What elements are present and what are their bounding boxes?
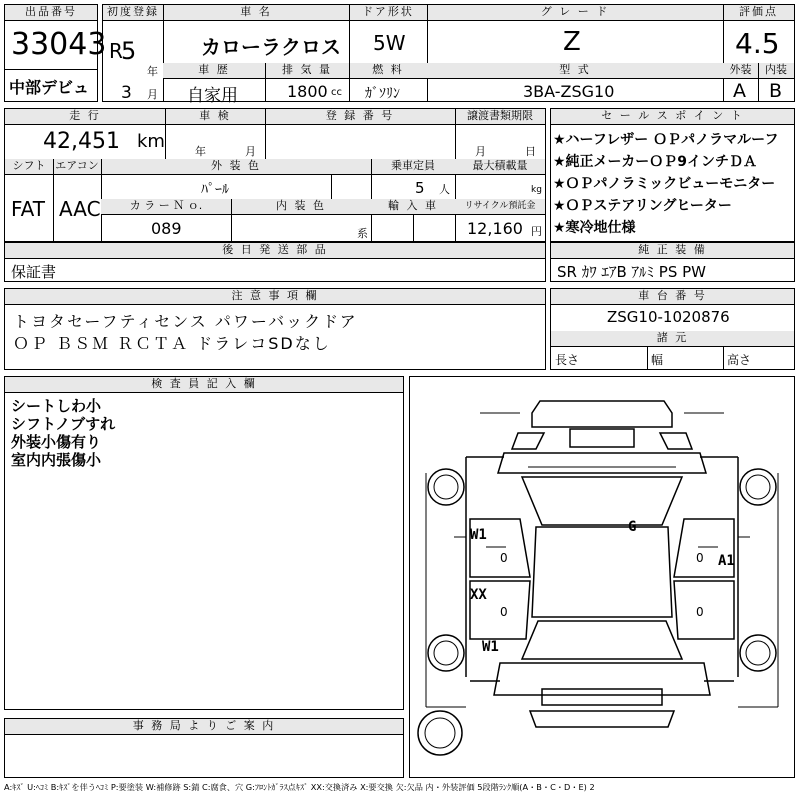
yen-unit: 円 bbox=[531, 225, 542, 238]
equipment-header: 純 正 装 備 bbox=[551, 243, 794, 259]
era: R bbox=[109, 39, 123, 63]
sales-point: ★ＯＰパノラミックビューモニター bbox=[553, 176, 776, 192]
km-unit: km bbox=[137, 131, 165, 152]
inspection-header: 車 検 bbox=[165, 109, 265, 125]
door-type: 5W bbox=[373, 31, 406, 55]
later-parts bbox=[4, 242, 546, 282]
spec-table bbox=[4, 108, 546, 242]
equipment-value: SR ｶﾜ ｴｱB ｱﾙﾐ PS PW bbox=[557, 263, 707, 281]
inspector-line: 室内内張傷小 bbox=[11, 451, 102, 469]
dims-header: 諸 元 bbox=[551, 331, 794, 347]
width-label: 幅 bbox=[651, 353, 664, 367]
inspector-header: 検 査 員 記 入 欄 bbox=[5, 377, 403, 393]
int-color-header: 内 装 色 bbox=[231, 199, 371, 215]
car-name: カローラクロス bbox=[201, 35, 341, 59]
car-diagram-svg bbox=[410, 377, 794, 777]
mileage-header: 走 行 bbox=[5, 109, 165, 125]
office-notice bbox=[4, 718, 404, 778]
color-no-header: カ ラ ー Ｎ ｏ. bbox=[101, 199, 231, 215]
later-value: 保証書 bbox=[11, 263, 57, 281]
inspector-line: シフトノブすれ bbox=[11, 415, 116, 433]
month-unit: 月 bbox=[147, 88, 158, 101]
kg-unit: kg bbox=[531, 185, 542, 195]
lot-number: 33043 bbox=[11, 27, 107, 62]
ext-color: ﾊﾟｰﾙ bbox=[201, 182, 229, 198]
model: 3BA-ZSG10 bbox=[523, 82, 615, 101]
grade: Z bbox=[563, 27, 581, 57]
reg-no-header: 登 録 番 号 bbox=[265, 109, 455, 125]
first-reg-header: 初度登録 bbox=[103, 5, 163, 21]
seats: 5 bbox=[415, 179, 425, 197]
length-label: 長さ bbox=[555, 353, 580, 367]
cc-unit: cc bbox=[331, 87, 342, 98]
recycle-header: リサイクル預託金 bbox=[455, 199, 545, 215]
aircon: AAC bbox=[59, 197, 101, 221]
tr-day-unit: 日 bbox=[525, 145, 536, 158]
ext-header: 外装 bbox=[723, 63, 758, 79]
sales-header: セ ー ル ス ポ イ ン ト bbox=[551, 109, 794, 125]
reg-month: 3 bbox=[121, 83, 132, 103]
transfer-header: 譲渡書類期限 bbox=[455, 109, 545, 125]
chassis-number: ZSG10-1020876 bbox=[607, 308, 730, 326]
displacement: 1800 bbox=[287, 82, 328, 101]
recycle: 12,160 bbox=[467, 219, 523, 238]
int-color-unit: 系 bbox=[357, 227, 368, 240]
seats-unit: 人 bbox=[439, 183, 450, 196]
zero-mark: 0 bbox=[696, 605, 704, 619]
door-header: ドア形状 bbox=[349, 5, 427, 21]
import-header: 輸 入 車 bbox=[371, 199, 455, 215]
office-header: 事 務 局 よ り ご 案 内 bbox=[5, 719, 403, 735]
later-header: 後 日 発 送 部 品 bbox=[5, 243, 545, 259]
sales-point: ★ハーフレザー ＯＰパノラマルーフ bbox=[553, 132, 779, 148]
damage-mark: W1 bbox=[470, 527, 487, 543]
shift-header: シフト bbox=[5, 159, 53, 175]
seats-header: 乗車定員 bbox=[371, 159, 455, 175]
damage-mark: W1 bbox=[482, 639, 499, 655]
chassis-header: 車 台 番 号 bbox=[551, 289, 794, 305]
main-table bbox=[102, 4, 795, 106]
inspector-notes bbox=[4, 376, 404, 710]
mileage: 42,451 bbox=[43, 129, 120, 154]
lot-header: 出品番号 bbox=[5, 5, 97, 21]
notes-header: 注 意 事 項 欄 bbox=[5, 289, 545, 305]
lot-box bbox=[4, 4, 107, 102]
grade-header: グ レ ー ド bbox=[427, 5, 723, 21]
notes bbox=[4, 288, 546, 370]
damage-mark: XX bbox=[470, 587, 487, 603]
shift: FAT bbox=[11, 197, 46, 221]
ext-grade: A bbox=[733, 80, 746, 102]
equipment bbox=[550, 242, 795, 282]
sales-point: ★純正メーカーＯＰ9インチＤＡ bbox=[553, 154, 758, 170]
model-header: 型 式 bbox=[427, 63, 723, 79]
insp-month-unit: 月 bbox=[245, 145, 256, 158]
sales-point: ★ＯＰステアリングヒーター bbox=[553, 198, 732, 214]
damage-mark: G bbox=[628, 519, 637, 535]
notes-line: ＯＰ ＢＳＭ ＲＣＴＡ ドラレコSDなし bbox=[13, 334, 331, 353]
inspector-line: 外装小傷有り bbox=[11, 433, 102, 451]
fuel: ｶﾞｿﾘﾝ bbox=[365, 86, 400, 102]
ac-header: エアコン bbox=[53, 159, 101, 175]
inspector-line: シートしわ小 bbox=[11, 397, 102, 415]
chassis bbox=[550, 288, 795, 370]
history-header: 車 歴 bbox=[163, 63, 265, 79]
ext-color-header: 外 装 色 bbox=[101, 159, 371, 175]
int-header: 内装 bbox=[758, 63, 794, 79]
load-header: 最大積載量 bbox=[455, 159, 545, 175]
legend: A:ｷｽﾞ U:ﾍｺﾐ B:ｷｽﾞを伴うﾍｺﾐ P:要塗装 W:補修跡 S:錆 C:腐食、穴 G:ﾌﾛﾝﾄｶﾞﾗｽ点ｷｽﾞ XX:交換済み X:要交換 欠:欠品 内・外装評価 5段階ﾗﾝｸ順(A・B・C・D・E) 2 bbox=[4, 782, 595, 792]
fuel-header: 燃 料 bbox=[349, 63, 427, 79]
history: 自家用 bbox=[187, 86, 238, 106]
height-label: 高さ bbox=[727, 353, 752, 367]
color-no: 089 bbox=[151, 219, 182, 238]
sales-point: ★寒冷地仕様 bbox=[553, 220, 636, 236]
zero-mark: 0 bbox=[500, 551, 508, 565]
reg-year: 5 bbox=[121, 37, 137, 65]
score-header: 評価点 bbox=[723, 5, 794, 21]
car-diagram bbox=[409, 376, 795, 778]
tr-month-unit: 月 bbox=[475, 145, 486, 158]
int-grade: B bbox=[769, 80, 783, 102]
damage-mark: A1 bbox=[718, 553, 735, 569]
sales-points bbox=[550, 108, 795, 242]
debut-label: 中部デビュ bbox=[9, 78, 90, 97]
car-name-header: 車 名 bbox=[163, 5, 349, 21]
displacement-header: 排 気 量 bbox=[265, 63, 349, 79]
zero-mark: 0 bbox=[500, 605, 508, 619]
year-unit: 年 bbox=[147, 65, 158, 78]
zero-mark: 0 bbox=[696, 551, 704, 565]
score: 4.5 bbox=[735, 27, 780, 60]
insp-year-unit: 年 bbox=[195, 145, 206, 158]
notes-line: トヨタセーフティセンス パワーバックドア bbox=[13, 312, 358, 331]
